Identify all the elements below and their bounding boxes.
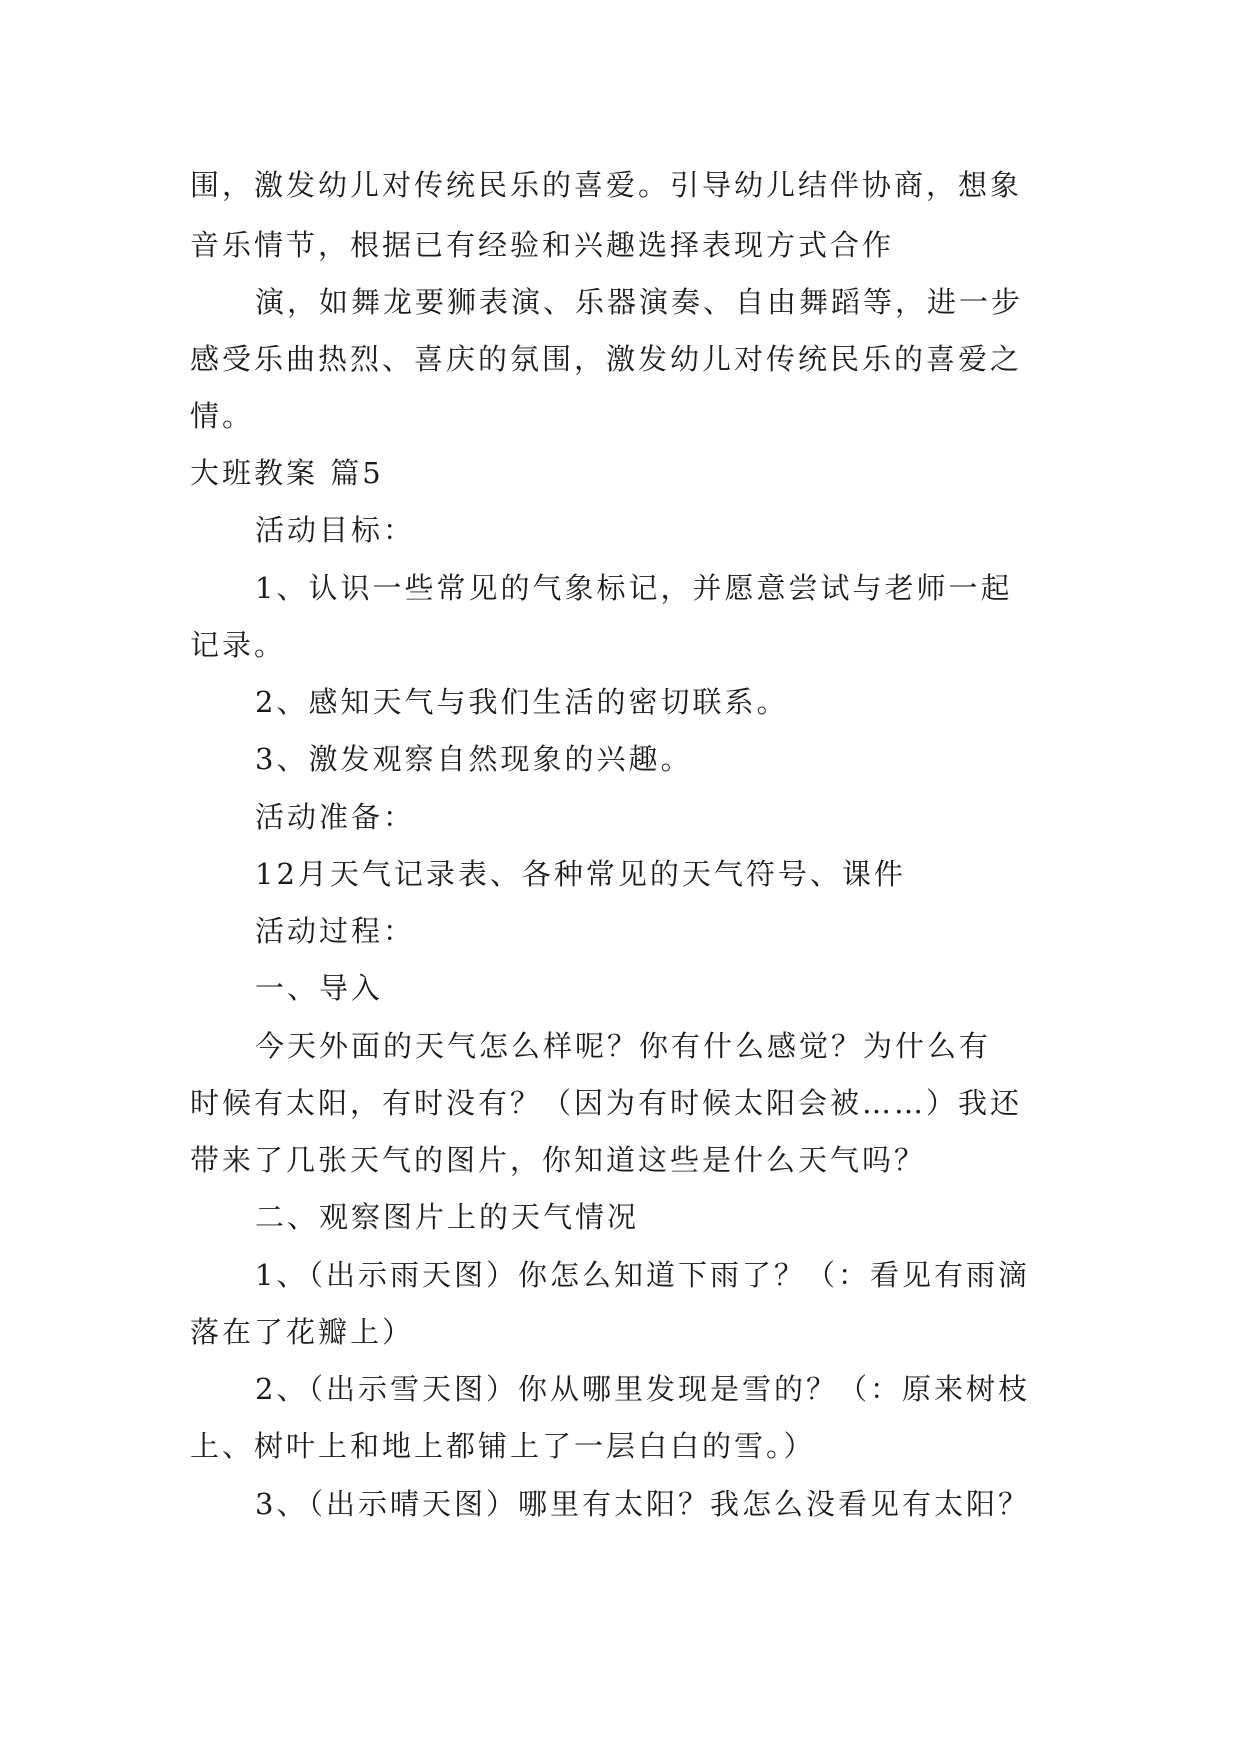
paragraph-line: 时候有太阳，有时没有？（因为有时候太阳会被……）我还 [190,1086,1023,1120]
list-item: 2、（出示雪天图）你从哪里发现是雪的？（：原来树枝 [255,1372,1030,1406]
subheading-activity-goals: 活动目标： [255,513,416,547]
paragraph-line: 音乐情节，根据已有经验和兴趣选择表现方式合作 [190,228,895,262]
paragraph-line: 落在了花瓣上） [190,1315,415,1349]
subheading-observe-pictures: 二、观察图片上的天气情况 [255,1200,640,1234]
paragraph-line: 带来了几张天气的图片，你知道这些是什么天气吗？ [190,1143,927,1177]
list-item: 3、激发观察自然现象的兴趣。 [255,742,693,776]
paragraph-line: 12月天气记录表、各种常见的天气符号、课件 [255,857,906,891]
paragraph-line: 围，激发幼儿对传统民乐的喜爱。引导幼儿结伴协商，想象 [190,168,1023,202]
paragraph-line: 记录。 [190,628,287,662]
subheading-introduction: 一、导入 [255,971,384,1005]
list-item: 1、（出示雨天图）你怎么知道下雨了？（：看见有雨滴 [255,1258,1030,1292]
paragraph-line: 今天外面的天气怎么样呢？你有什么感觉？为什么有 [255,1029,992,1063]
paragraph-line: 情。 [190,399,255,433]
list-item: 2、感知天气与我们生活的密切联系。 [255,685,789,719]
paragraph-line: 感受乐曲热烈、喜庆的氛围，激发幼儿对传统民乐的喜爱之 [190,342,1023,376]
subheading-activity-preparation: 活动准备： [255,800,416,834]
paragraph-line: 上、树叶上和地上都铺上了一层白白的雪。） [190,1429,816,1463]
paragraph-line: 演，如舞龙要狮表演、乐器演奏、自由舞蹈等，进一步 [255,285,1024,319]
list-item: 1、认识一些常见的气象标记，并愿意尝试与老师一起 [255,571,1013,605]
list-item: 3、（出示晴天图）哪里有太阳？我怎么没看见有太阳？ [255,1487,1030,1521]
section-heading: 大班教案 篇5 [190,456,384,490]
subheading-activity-process: 活动过程： [255,914,416,948]
